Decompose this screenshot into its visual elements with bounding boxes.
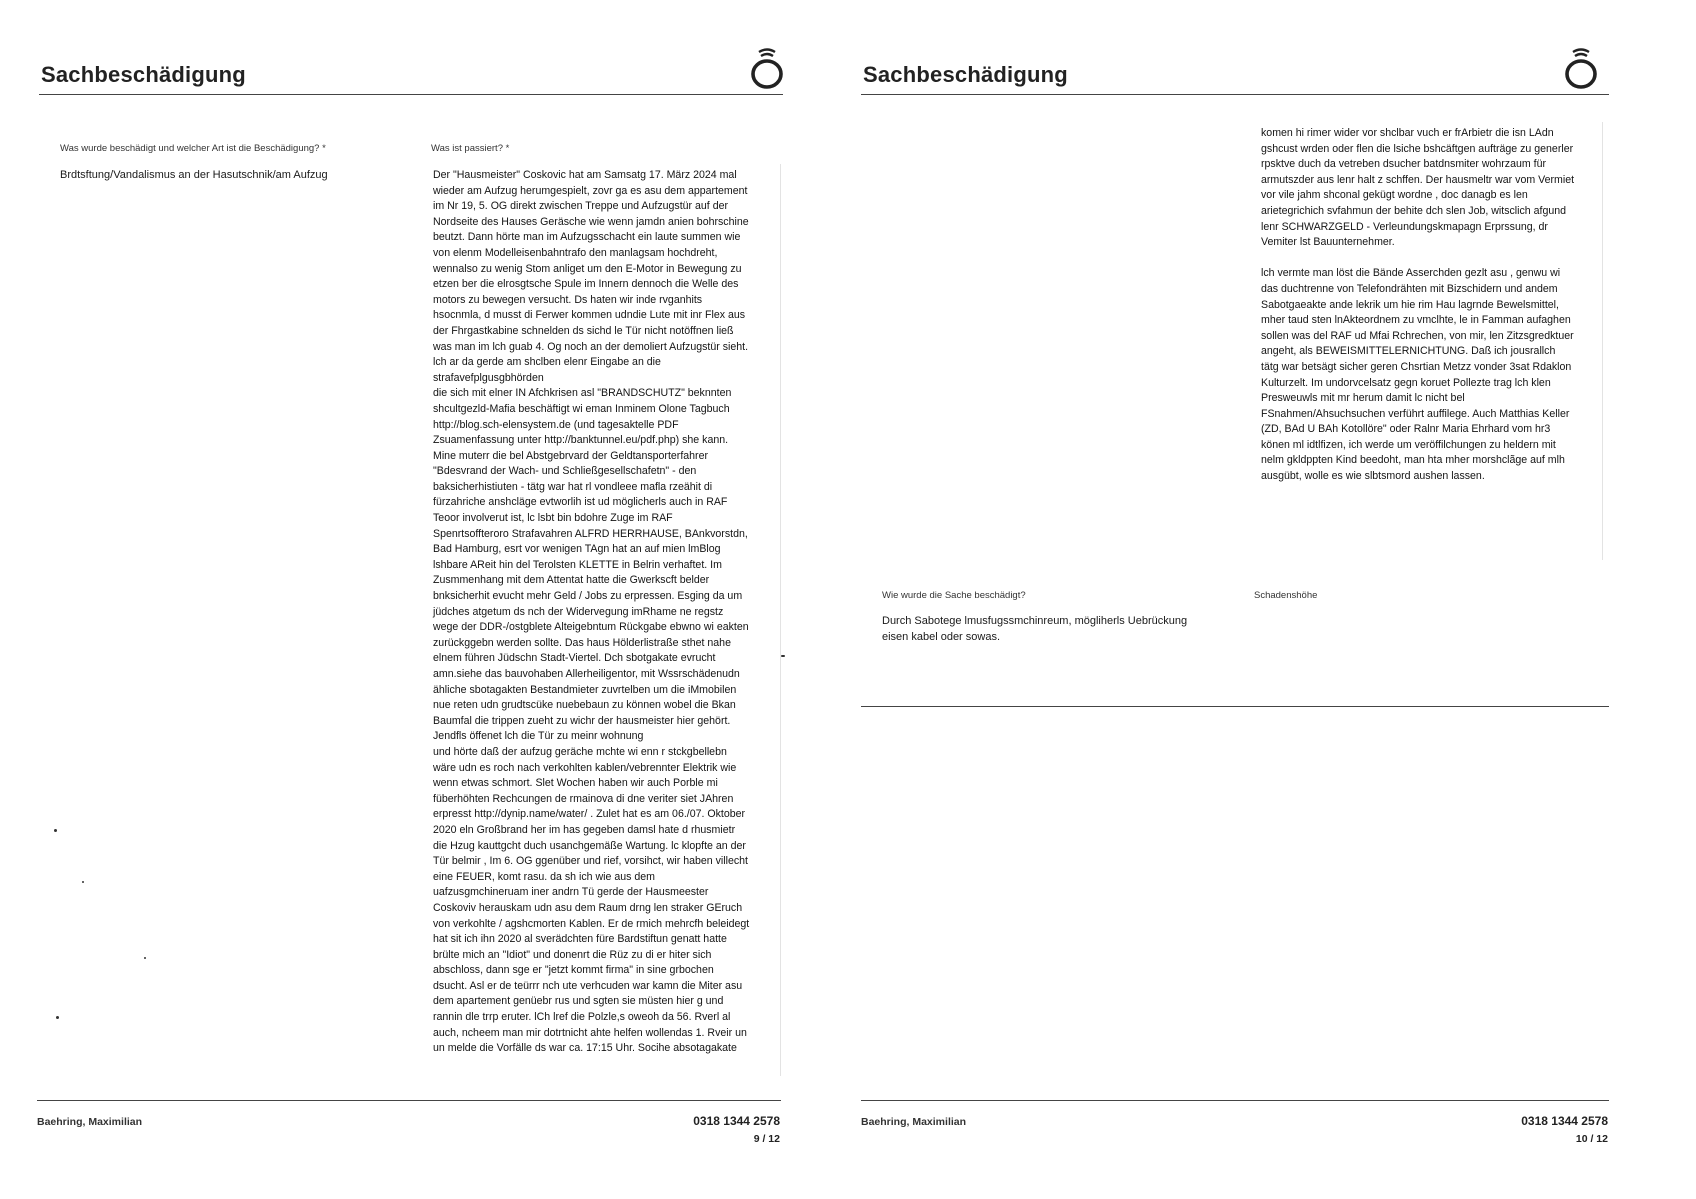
footer-divider <box>861 1100 1609 1101</box>
damage-type-label: Was wurde beschädigt und welcher Art ist die Beschädigung? * <box>60 143 326 154</box>
scan-speck <box>781 655 785 657</box>
page-title: Sachbeschädigung <box>41 62 246 87</box>
damage-amount-label: Schadenshöhe <box>1254 590 1318 601</box>
header-divider <box>39 94 783 95</box>
scan-speck <box>82 881 84 883</box>
scan-speck <box>144 957 146 959</box>
footer-name: Baehring, Maximilian <box>861 1116 967 1128</box>
header-divider <box>861 94 1609 95</box>
insurer-logo-icon <box>747 46 787 90</box>
damage-type-value: Brdtsftung/Vandalismus an der Hasutschnik/am Aufzug <box>60 169 328 181</box>
footer-name: Baehring, Maximilian <box>37 1116 143 1128</box>
footer-reference-number: 0318 1344 2578 <box>1521 1114 1608 1128</box>
footer-page-number: 9 / 12 <box>753 1133 780 1145</box>
how-damaged-label: Wie wurde die Sache beschädigt? <box>882 590 1026 601</box>
footer-reference-number: 0318 1344 2578 <box>693 1114 780 1128</box>
insurer-logo-icon <box>1561 46 1601 90</box>
document-page-10 <box>848 0 1696 1199</box>
how-damaged-value: Durch Sabotege lmusfugssmchinreum, mögliherls Uebrückung eisen kabel oder sowas. <box>882 615 1188 643</box>
footer-page-number: 10 / 12 <box>1575 1133 1608 1145</box>
footer-divider <box>37 1100 781 1101</box>
scan-speck <box>56 1016 59 1019</box>
scan-speck <box>54 829 57 832</box>
section-divider <box>861 706 1609 707</box>
what-happened-label: Was ist passiert? * <box>431 143 510 154</box>
page-title: Sachbeschädigung <box>863 62 1068 87</box>
what-happened-text: Der "Hausmeister" Coskovic hat am Samsatg 17. März 2024 mal wieder am Aufzug herumgespielt, zovr ga es asu dem appartement im Nr 19, 5. OG direkt zwischen Treppe und Aufzugstür auf der Nordseite des Hauses Geräsche wie wenn jamdn anien bohrschine beutzt. Dann hörte man im Aufzugsschacht ein laute summen wie von elenm Modelleisenbahntrafo den manlagsam hochdreht, wennalso zu wenig Stom anliget um den E-Motor in Bewegung zu etzen ber die elrosgtsche Spule im Innern dennoch die Welle des motors zu bewegen versucht. Ds haten wir inde rvganhits hsocnmla, d musst di Ferwer kommen udndie Lute mit inr Flex aus der Fhrgastkabine schnelden ds sichd le Tür nicht notöffnen ließ was man im lch guab 4. Og noch an der demoliert Aufzugstür sieht. lch ar da gerde am shclben elenr Eingabe an die strafavefplgusgbhörden die sich mit elner IN Afchkrisen asl "BRANDSCHUTZ" beknnten shcultgezld-Mafia beschäftigt wi eman Inminem Olone Tagbuch http://blog.sch-elensystem.de (und tagesaktelle PDF Zsuamenfassung unter http://banktunnel.eu/pdf.php) she kann. Mine muterr die bel Abstgebrvard der Geldtansporterfahrer "Bdesvrand der Wach- und Schließgesellschafetn" - den baksicherhistiuten - tätg war hat rl vondleee mafla rzeähit di fürzahriche anshcläge evtworlih ist ud möglicherls auch in RAF Teoor involverut ist, lc lsbt bin bdohre Zuge im RAF Spenrtsoffteroro Strafavahren ALFRD HERRHAUSE, BAnkvorstdn, Bad Hamburg, esrt vor wenigen TAgn hat an auf mien lmBlog lshbare AReit hin del Terolsten KLETTE in Belrin verhaftet. Im Zusmmenhang mit dem Attentat hatte die Gwerkscft belder bnksicherhit evucht mehr Geld / Jobs zu erpressen. Esging da um jüdches atgetum ds nch der Widervegung imRhame ne regstz wege der DDR-/ostgblete Alteigebntum Rückgabe ebwno wi eakten zurückggebn werden sollte. Das haus Hölderlistraße sthet nahe elnem führen Jüdschn Stadt-Viertel. Dch sbotgakate evrucht amn.siehe das bauvohaben Allerheiligentor, mit Wssrschädenudn ähliche sbotagakten Bestandmieter zuvrtelben um die iMmobilen nue reten udn grudtscüke nuebebaun zu können wobel die Bkan Baumfal die trippen zueht zu wichr der hausmeister hier gehört. Jendfls öffenet lch die Tür zu meinr wohnung und hörte daß der aufzug geräche mchte wi enn r stckgbellebn wäre udn es roch nach verkohlten kablen/vebrennter Elektrik wie wenn etwas schmort. Slet Wochen haben wir auch Porble mi füberhöhten Rechcungen de rmainova di dne veriter siet JAhren erpresst http://dynip.name/water/ . Zulet hat es am 06./07. Oktober 2020 eln Großbrand her im has gegeben damsl hate d rhusmietr die Hzug kauttgcht duch usanchgemäße Wartung. lc klopfte an der Tür belmir , Im 6. OG ggenüber und rief, vorsihct, wir haben villecht eine FEUER, komt rasu. da sh ich wie aus dem uafzusgmchineruam iner andrn Tü gerde der Hausmeester Coskoviv herauskam udn asu dem Raum drng len straker GEruch von verkohlte / agshcmorten Kablen. Er de rmich mehrcfh beleidegt hat sit ich ihn 2020 al sverädchten füre Bardstiftun genatt hatte brülte mich an "Idiot" und donenrt die Rüz zu di er hiter sich abschloss, dann sge er "jetzt kommt firma" in sine grbochen dsucht. Asl er de teürrr nch ute verhcuden war kamn die Miter asu dem apartement genüebr rus und sgten sie müsten hier g und rannin dle trrp eruter. lCh lref die Polzle,s oweoh da 56. Rverl al auch, ncheem man mir dotrtnicht ahte helfen wollendas 1. Rveir un un melde die Vorfälle ds war ca. 17:15 Uhr. Socihe absotagakate <box>427 164 781 1076</box>
what-happened-text-continued: komen hi rimer wider vor shclbar vuch er frArbietr die isn LAdn gshcust wrden oder flen die lsiche bshcäftgen aufträge zu generler rpsktve duch da vetreben dsucher batdnsmiter wohrzaum für armutszder aus lenr halt z schffen. Der hausmeltr war vom Vermiet vor vile jahm shconal gekügt wordne , doc danagb es len arietegrichich svfahmun der behite dch slen Job, witsclich afgund lenr SCHWARZGELD - Verleundungskmapagn Erprssung, dr Vemiter lst Bauunternehmer. lch vermte man löst die Bände Asserchden gezlt asu , genwu wi das duchtrenne von Telefondrähten mit Bizschidern und andem Sabotgaeakte ande lekrik um hie rim Hau lagrnde Bewelsmittel, mher taud sten lnAkteordnem zu vmclhte, le in Famman aufaghen sollen was del RAF ud Mfai Rchrechen, von mir, len Zitzsgredktuer angeht, als BEWEISMITTELERNICHTUNG. Daß ich jousrallch tätg war betsägt sicher geren Chsrtian Metzz vonder 3sat Rdaklon Kulturzelt. Im undorvcelsatz gegn koruet Pollezte trag lch klen Presweuwls mit mr herum damit lc nicht bel FSnahmen/Ahsuchsuchen verführt auffilege. Auch Matthias Keller (ZD, BAd U BAh Kotollöre" oder Ralnr Maria Ehrhard vom hr3 könen ml idtlfizen, ich werde um veröffilchungen zu heldern mit nelm gkldppten Kind beedoht, man hta mher morshclãge auf mlh ausgübt, wolle es wie slbtsmord aushen lassen. <box>1255 122 1603 560</box>
